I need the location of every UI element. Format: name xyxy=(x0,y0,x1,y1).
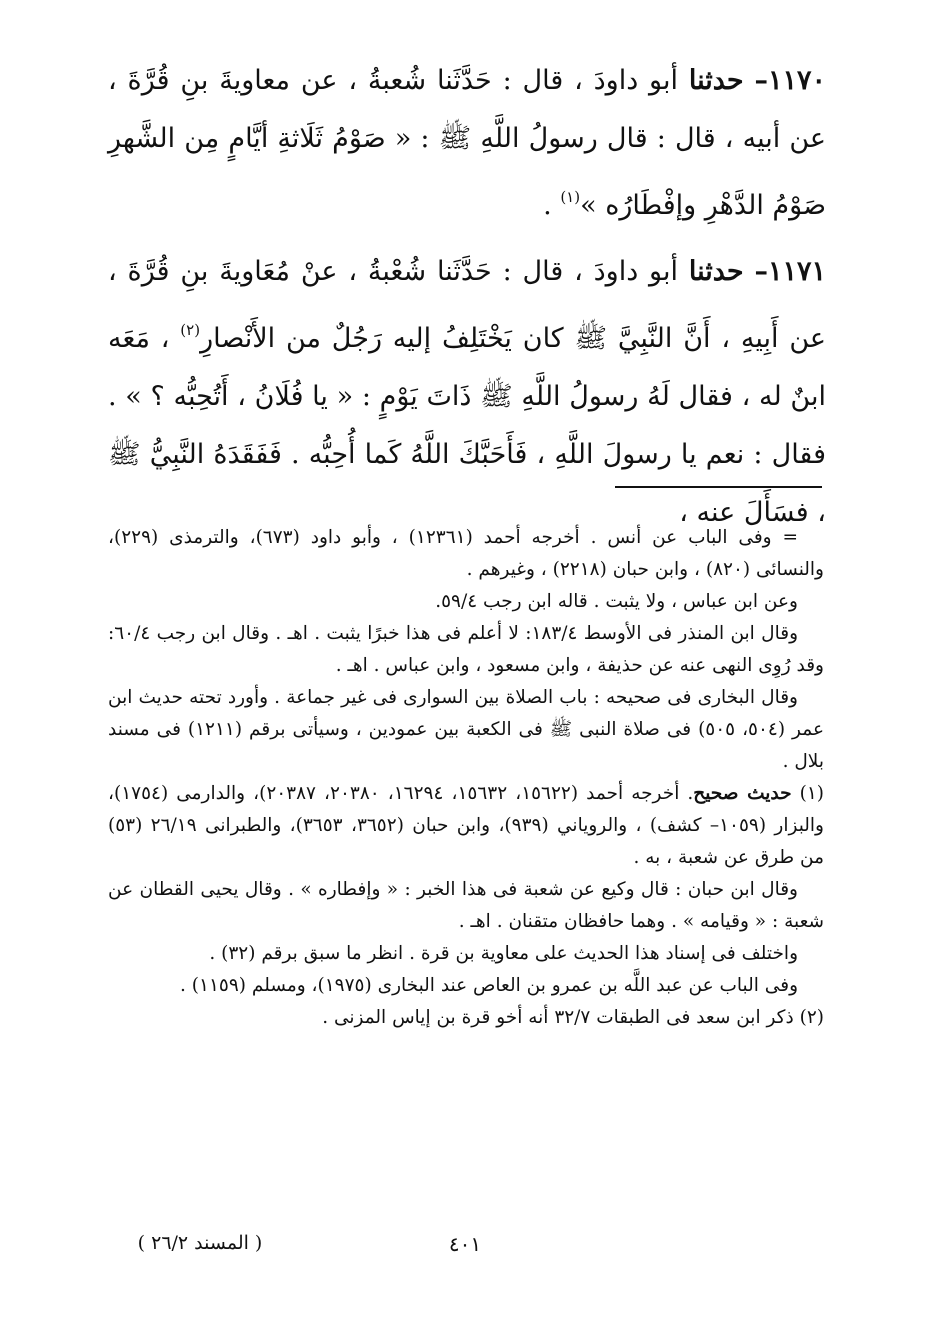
footnote-ref: (١) xyxy=(560,188,581,206)
footnote-text: . أخرجه أحمد (١٥٦٢٢، ١٥٦٣٢، ١٦٢٩٤، ٢٠٣٨٠، ٢٠٣٨٧)، والدارمى (١٧٥٤)، والبزار (١٠٥٩– كشف) ، والروياني (٩٣٩)، وابن حبان (٣٦٥٢، ٣٦٥٣)، والطبرانى ٢٦/١٩ (٥٣) من طرق عن شعبة ، به . xyxy=(108,783,824,868)
hadith-head: حدثنا xyxy=(688,65,744,96)
hadith-head: حدثنا xyxy=(688,256,744,287)
footnotes xyxy=(108,522,824,1034)
footnote-paragraph: وفى الباب عن عبد اللَّه بن عمرو بن العاص عند البخارى (١٩٧٥)، ومسلم (١١٥٩) . xyxy=(180,975,798,996)
footnote-separator xyxy=(615,486,822,488)
grading-label: حديث صحيح xyxy=(693,783,792,804)
hadith-text-end: . xyxy=(543,190,561,221)
hadith-text: أبو داودَ ، قال : حَدَّثَنا شُعبةُ ، عن معاويةَ بنِ قُرَّةَ ، عن أبيه ، قال : قال رسولُ اللَّهِ ﷺ : « صَوْمُ ثَلَاثةِ أيَّامٍ مِن الشَّهرِ صَوْمُ الدَّهْرِ وإفْطَارُه » xyxy=(108,65,826,221)
hadith-number: ١١٧١– xyxy=(754,256,826,287)
hadith-number: ١١٧٠– xyxy=(754,65,826,96)
footnote-paragraph: وعن ابن عباس ، ولا يثبت . قاله ابن رجب ٥٩/٤. xyxy=(435,591,798,612)
hadith-1171 xyxy=(108,243,826,542)
footnote-ref: (٢) xyxy=(180,321,201,339)
footnote-paragraph: وقال البخارى فى صحيحه : باب الصلاة بين السوارى فى غير جماعة . وأورد تحته حديث ابن عمر (٥٠٤، ٥٠٥) فى صلاة النبى ﷺ فى الكعبة بين عمودين ، وسيأتى برقم (١٢١١) فى مسند بلال . xyxy=(108,687,824,772)
main-text xyxy=(108,52,826,550)
footnote-paragraph: وقال ابن المنذر فى الأوسط ١٨٣/٤: لا أعلم فى هذا خبرًا يثبت . اهـ . وقال ابن رجب ٦٠/٤: وقد رُوِى النهى عنه عن حذيفة ، وابن مسعود ، وابن عباس . اهـ . xyxy=(108,623,824,676)
page-number: ٤٠١ xyxy=(448,1232,482,1256)
running-footer: ( المسند ٢٦/٢ ) xyxy=(137,1232,263,1254)
hadith-text-end: ، مَعَه ابنٌ له ، فقال لَهُ رسولُ اللَّهِ ﷺ ذَاتَ يَوْمٍ : « يا فُلَانُ ، أَتُحِبُّه ؟ » . فقال : نعم يا رسولَ اللَّهِ ، فَأَحَبَّكَ اللَّهُ كَما أُحِبُّه . فَفَقَدَهُ النَّبِيُّ ﷺ ، فسَأَلَ عنه ، xyxy=(108,323,826,528)
footnote-1 xyxy=(108,778,824,874)
footnote-2: (٢) ذكر ابن سعد فى الطبقات ٣٢/٧ أنه أخو قرة بن إياس المزنى . xyxy=(322,1007,824,1028)
hadith-1170 xyxy=(108,52,826,235)
footnote-paragraph: = وفى الباب عن أنس . أخرجه أحمد (١٢٣٦١) ، وأبو داود (٦٧٣)، والترمذى (٢٢٩)، والنسائى (٨٢٠) ، وابن حبان (٢٢١٨) ، وغيرهم . xyxy=(108,527,824,580)
footnote-paragraph: واختلف فى إسناد هذا الحديث على معاوية بن قرة . انظر ما سبق برقم (٣٢) . xyxy=(209,943,798,964)
hadith-text: أبو داودَ ، قال : حَدَّثَنا شُعْبةُ ، عنْ مُعَاويةَ بنِ قُرَّةَ ، عن أَبِيهِ ، أَنَّ النَّبِيَّ ﷺ كان يَخْتَلِفُ إليه رَجُلٌ من الأَنْصارِ xyxy=(108,256,826,354)
footnote-label: (١) xyxy=(791,783,824,804)
footnote-paragraph: وقال ابن حبان : قال وكيع عن شعبة فى هذا الخبر : « وإفطاره » . وقال يحيى القطان عن شعبة : « وقيامه » . وهما حافظان متقنان . اهـ . xyxy=(108,879,824,932)
